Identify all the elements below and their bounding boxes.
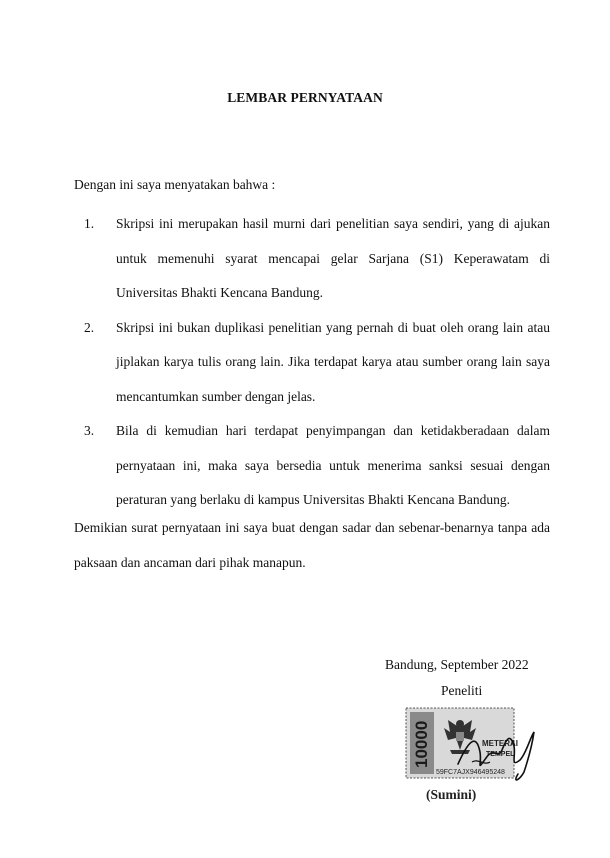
item-number: 2. bbox=[84, 319, 95, 335]
statement-item-1 bbox=[74, 207, 550, 311]
item-text: Bila di kemudian hari terdapat penyimpangan dan ketidakberadaan dalam pernyataan ini, maka saya bersedia untuk menerima sanksi sesuai dengan peraturan yang berlaku di kampus Universitas Bhakti Kencana Bandung. bbox=[116, 423, 550, 507]
item-text: Skripsi ini merupakan hasil murni dari penelitian saya sendiri, yang di ajukan untuk memenuhi syarat mencapai gelar Sarjana (S1) Keperawatam di Universitas Bhakti Kencana Bandung. bbox=[116, 216, 550, 300]
stamp-serial: 59FC7AJX946495248 bbox=[436, 769, 505, 776]
signer-name: (Sumini) bbox=[426, 787, 477, 802]
revenue-stamp-with-signature bbox=[398, 702, 548, 790]
stamp-label-1: METERAI bbox=[482, 739, 518, 748]
signer-role: Peneliti bbox=[441, 683, 483, 698]
intro-text: Dengan ini saya menyatakan bahwa : bbox=[74, 177, 276, 192]
statement-item-3 bbox=[74, 414, 550, 518]
document-title: LEMBAR PERNYATAAN bbox=[227, 90, 383, 105]
item-number: 3. bbox=[84, 423, 95, 438]
item-number: 1. bbox=[84, 216, 95, 231]
statement-item-2 bbox=[74, 311, 550, 415]
stamp-value: 10000 bbox=[412, 720, 431, 768]
stamp-label-2: TEMPEL bbox=[486, 751, 515, 758]
statement-list bbox=[74, 207, 550, 518]
item-text: Skripsi ini bukan duplikasi penelitian yang pernah di buat oleh orang lain atau jiplakan karya tulis orang lain. Jika terdapat karya atau sumber orang lain saya mencantumkan sumber dengan jelas. bbox=[116, 319, 550, 404]
closing-text: Demikian surat pernyataan ini saya buat dengan sadar dan sebenar-benarnya tanpa ada paksaan dan ancaman dari pihak manapun. bbox=[74, 520, 550, 570]
place-date: Bandung, September 2022 bbox=[385, 657, 529, 672]
